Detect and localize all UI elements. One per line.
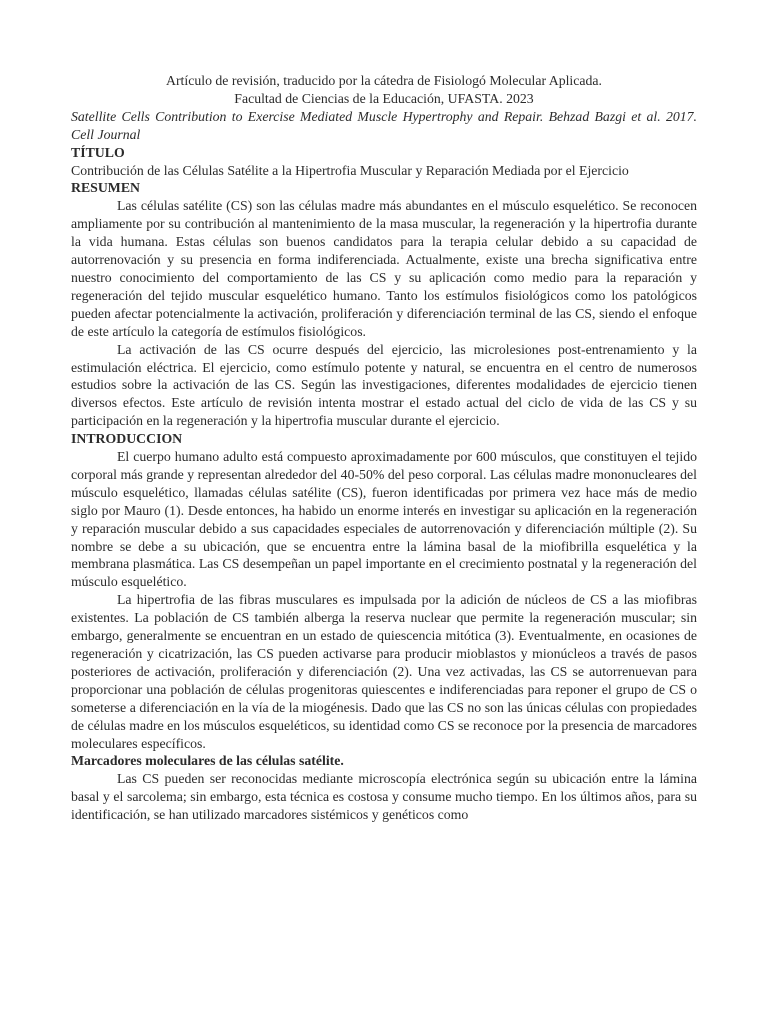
marcadores-heading: Marcadores moleculares de las células satélite. [71, 753, 344, 769]
titulo-heading: TÍTULO [71, 144, 125, 160]
header-line-translation: Artículo de revisión, traducido por la cátedra de Fisiologó Molecular Aplicada. [165, 73, 602, 88]
introduccion-paragraph-1: El cuerpo humano adulto está compuesto aproximadamente por 600 músculos, que constituyen el tejido corporal más grande y representan alrededor del 40-50% del peso corporal. Las células madre mononucleares del músculo esquelético, llamadas células satélite (CS), fueron identificadas por primera vez hace más de medio siglo por Mauro (1). Desde entonces, ha habido un enorme interés en investigar su aplicación en la regeneración y reparación muscular debido a sus capacidades especiales de autorrenovación y diferenciación múltiple (2). Su nombre se debe a su ubicación, que se encuentra entre la lámina basal de la miofibrilla esquelética y la membrana plasmática. Las CS desempeñan un papel importante en el crecimiento postnatal y la regeneración del músculo esquelético. [71, 449, 697, 590]
resumen-heading: RESUMEN [71, 180, 140, 196]
introduccion-heading: INTRODUCCION [71, 431, 183, 447]
titulo-text: Contribución de las Células Satélite a la Hipertrofia Muscular y Reparación Mediada por el Ejercicio [71, 162, 629, 178]
resumen-paragraph-1: Las células satélite (CS) son las células madre más abundantes en el músculo esquelético. Se reconocen ampliamente por su contribución al mantenimiento de la masa muscular, la regeneración y la hipertrofia durante la vida humana. Estas células son buenos candidatos para la terapia celular debido a su capacidad de autorrenovación y su presencia en forma indiferenciada. Actualmente, existe una brecha significativa entre nuestro conocimiento del comportamiento de las CS y su aplicación como medio para la reparación y regeneración del tejido muscular esquelético humano. Tanto los estímulos fisiológicos como los patológicos pueden afectar potencialmente la activación, proliferación y diferenciación terminal de las CS, siendo el enfoque de este artículo la categoría de estímulos fisiológicos. [71, 198, 697, 339]
header-line-faculty: Facultad de Ciencias de la Educación, UFASTA. 2023 [234, 90, 534, 106]
marcadores-paragraph-1: Las CS pueden ser reconocidas mediante microscopía electrónica según su ubicación entre la lámina basal y el sarcolema; sin embargo, esta técnica es costosa y consume mucho tiempo. En los últimos años, para su identificación, se han utilizado marcadores sistémicos y genéticos como [71, 771, 697, 823]
document-header [71, 72, 697, 108]
introduccion-paragraph-2: La hipertrofia de las fibras musculares es impulsada por la adición de núcleos de CS a las miofibras existentes. La población de CS también alberga la reserva nuclear que permite la regeneración muscular; sin embargo, generalmente se encuentran en un estado de quiescencia mitótica (3). Eventualmente, en ocasiones de regeneración y cicatrización, las CS pueden activarse para producir mioblastos y mionúcleos a través de pasos posteriores de activación, proliferación y diferenciación (2). Una vez activadas, las CS se autorrenuevan para proporcionar una población de células progenitoras quiescentes e indiferenciadas para reponer el grupo de CS o someterse a diferenciación en la vía de la miogénesis. Dado que las CS no son las únicas células con propiedades de células madre en los músculos esqueléticos, su identidad como CS se reconoce por la presencia de marcadores moleculares específicos. [71, 592, 698, 751]
resumen-paragraph-2: La activación de las CS ocurre después del ejercicio, las microlesiones post-entrenamiento y la estimulación eléctrica. El ejercicio, como estímulo potente y natural, se encuentra en el centro de numerosos estudios sobre la activación de las CS. Según las investigaciones, diferentes modalidades de ejercicio tienen diversos efectos. Este artículo de revisión intenta mostrar el estado actual del ciclo de vida de las CS y su participación en la regeneración y la hipertrofia muscular durante el ejercicio. [71, 341, 697, 429]
source-citation: Satellite Cells Contribution to Exercise Mediated Muscle Hypertrophy and Repair. Behzad Bazgi et al. 2017. Cell Journal [71, 108, 697, 142]
